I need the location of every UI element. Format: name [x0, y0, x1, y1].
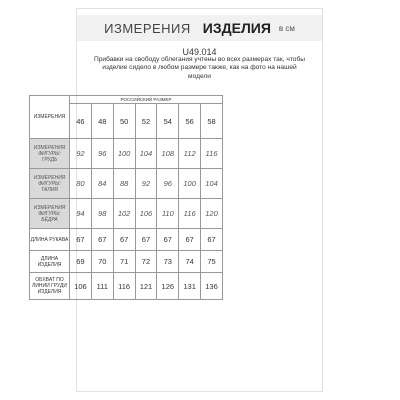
row-label: ИЗМЕРЕНИЯ ФИГУРЫ: ГРУДЬ	[30, 139, 70, 169]
table-cell: 88	[113, 169, 135, 199]
table-cell: 69	[70, 251, 92, 273]
table-row	[30, 169, 223, 199]
row-label: ДЛИНА РУКАВА	[30, 229, 70, 251]
header-title: ИЗМЕРЕНИЯ	[104, 20, 191, 36]
table-header-row	[30, 96, 223, 104]
table-cell: 116	[201, 139, 223, 169]
table-cell: 131	[179, 273, 201, 300]
table-cell: 121	[135, 273, 157, 300]
size-header: 52	[135, 104, 157, 139]
table-cell: 104	[135, 139, 157, 169]
table-cell: 116	[113, 273, 135, 300]
table-row	[30, 273, 223, 300]
table-cell: 84	[91, 169, 113, 199]
size-header: 48	[91, 104, 113, 139]
size-header: 54	[157, 104, 179, 139]
row-label: ДЛИНА ИЗДЕЛИЯ	[30, 251, 70, 273]
header-unit: в см	[278, 23, 295, 33]
table-cell: 126	[157, 273, 179, 300]
size-header: 56	[179, 104, 201, 139]
row-label: ОБХВАТ ПО ЛИНИИ ГРУДИ ИЗДЕЛИЯ	[30, 273, 70, 300]
table-cell: 67	[179, 229, 201, 251]
table-row	[30, 199, 223, 229]
table-cell: 136	[201, 273, 223, 300]
table-cell: 92	[70, 139, 92, 169]
table-cell: 112	[179, 139, 201, 169]
table-cell: 70	[91, 251, 113, 273]
article-code: U49.014	[182, 47, 217, 57]
table-cell: 71	[113, 251, 135, 273]
table-cell: 100	[113, 139, 135, 169]
table-cell: 120	[201, 199, 223, 229]
size-table	[29, 95, 223, 300]
table-cell: 92	[135, 169, 157, 199]
group-header: РОССИЙСКИЙ РАЗМЕР	[70, 96, 223, 104]
table-cell: 108	[157, 139, 179, 169]
table-cell: 104	[201, 169, 223, 199]
table-cell: 111	[91, 273, 113, 300]
table-cell: 110	[157, 199, 179, 229]
table-cell: 94	[70, 199, 92, 229]
table-cell: 67	[201, 229, 223, 251]
table-cell: 106	[135, 199, 157, 229]
size-header: 50	[113, 104, 135, 139]
fit-note: Прибавки на свободу облегания учтены во всех размерах так, чтобы изделие сидело в любом размере также, как на фото на нашей модели	[94, 56, 305, 80]
table-cell: 100	[179, 169, 201, 199]
header-title-bold: ИЗДЕЛИЯ	[202, 20, 271, 36]
table-row	[30, 229, 223, 251]
size-header: 58	[201, 104, 223, 139]
table-row	[30, 139, 223, 169]
table-row	[30, 251, 223, 273]
table-cell: 67	[135, 229, 157, 251]
size-header: 46	[70, 104, 92, 139]
table-cell: 72	[135, 251, 157, 273]
table-cell: 73	[157, 251, 179, 273]
row-label: ИЗМЕРЕНИЯ ФИГУРЫ: ТАЛИЯ	[30, 169, 70, 199]
table-cell: 80	[70, 169, 92, 199]
header-bar	[77, 15, 322, 41]
row-label: ИЗМЕРЕНИЯ ФИГУРЫ: БЁДРА	[30, 199, 70, 229]
table-cell: 116	[179, 199, 201, 229]
table-cell: 74	[179, 251, 201, 273]
table-cell: 67	[113, 229, 135, 251]
corner-label: ИЗМЕРЕНИЯ	[30, 96, 70, 139]
table-cell: 96	[91, 139, 113, 169]
table-cell: 67	[157, 229, 179, 251]
table-cell: 67	[70, 229, 92, 251]
table-cell: 75	[201, 251, 223, 273]
table-cell: 96	[157, 169, 179, 199]
table-cell: 67	[91, 229, 113, 251]
table-cell: 102	[113, 199, 135, 229]
table-cell: 106	[70, 273, 92, 300]
table-cell: 98	[91, 199, 113, 229]
